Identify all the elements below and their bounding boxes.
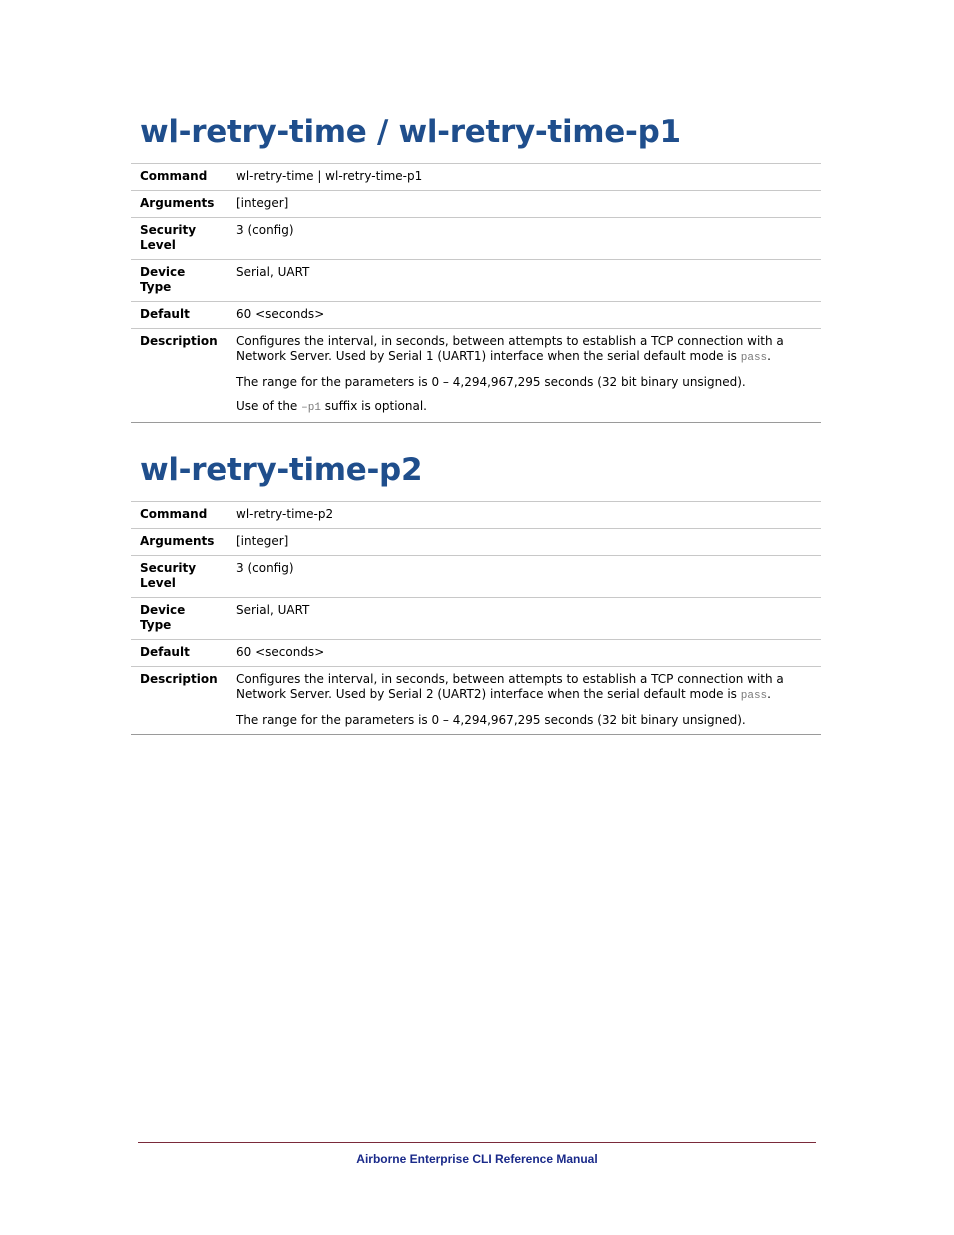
description-text: suffix is optional. bbox=[320, 399, 427, 413]
description-text: . bbox=[767, 349, 771, 363]
row-value: 3 (config) bbox=[236, 223, 294, 237]
row-value: 60 <seconds> bbox=[236, 645, 325, 659]
code-inline: pass bbox=[740, 690, 768, 702]
row-value bbox=[224, 329, 821, 423]
row-label: Device Type bbox=[140, 265, 186, 294]
table-row bbox=[131, 556, 821, 598]
description-text: . bbox=[767, 687, 771, 701]
row-value: wl-retry-time | wl-retry-time-p1 bbox=[236, 169, 423, 183]
row-label: Command bbox=[140, 169, 208, 183]
section-wl-retry-time-p2 bbox=[131, 451, 821, 735]
row-label: Command bbox=[140, 507, 208, 521]
description-paragraph bbox=[236, 672, 817, 704]
table-row bbox=[131, 502, 821, 529]
command-table bbox=[131, 163, 821, 423]
row-label: Description bbox=[140, 334, 218, 348]
description-paragraph bbox=[236, 334, 817, 366]
table-row bbox=[131, 667, 821, 735]
row-value: Serial, UART bbox=[236, 265, 310, 279]
row-value: 3 (config) bbox=[236, 561, 294, 575]
row-value bbox=[224, 667, 821, 735]
row-label: Description bbox=[140, 672, 218, 686]
row-value: Serial, UART bbox=[236, 603, 310, 617]
description-paragraph: The range for the parameters is 0 – 4,294,967,295 seconds (32 bit binary unsigned). bbox=[236, 713, 746, 727]
description-paragraph: The range for the parameters is 0 – 4,294,967,295 seconds (32 bit binary unsigned). bbox=[236, 375, 746, 389]
row-value: wl-retry-time-p2 bbox=[236, 507, 334, 521]
table-row bbox=[131, 329, 821, 423]
row-value: [integer] bbox=[236, 196, 289, 210]
row-label: Default bbox=[140, 645, 190, 659]
section-wl-retry-time bbox=[131, 113, 821, 423]
table-row bbox=[131, 529, 821, 556]
code-inline: –p1 bbox=[301, 402, 321, 414]
table-row bbox=[131, 640, 821, 667]
section-title: wl-retry-time-p2 bbox=[140, 452, 423, 488]
row-label: Arguments bbox=[140, 534, 215, 548]
row-value: [integer] bbox=[236, 534, 289, 548]
row-label: Security Level bbox=[140, 223, 197, 252]
description-text: Configures the interval, in seconds, between attempts to establish a TCP connection with a Network Server. Used by Serial 1 (UART1) interface when the serial default mode is bbox=[236, 334, 784, 363]
description-paragraph bbox=[236, 399, 817, 416]
row-label: Default bbox=[140, 307, 190, 321]
row-label: Device Type bbox=[140, 603, 186, 632]
footer-text: Airborne Enterprise CLI Reference Manual bbox=[356, 1152, 598, 1166]
row-label: Arguments bbox=[140, 196, 215, 210]
footer-rule bbox=[138, 1142, 816, 1143]
command-table bbox=[131, 501, 821, 735]
description-text: Configures the interval, in seconds, between attempts to establish a TCP connection with a Network Server. Used by Serial 2 (UART2) interface when the serial default mode is bbox=[236, 672, 784, 701]
table-row bbox=[131, 191, 821, 218]
section-title: wl-retry-time / wl-retry-time-p1 bbox=[140, 114, 681, 150]
row-label: Security Level bbox=[140, 561, 197, 590]
table-row bbox=[131, 218, 821, 260]
table-row bbox=[131, 302, 821, 329]
table-row bbox=[131, 260, 821, 302]
code-inline: pass bbox=[740, 352, 768, 364]
table-row bbox=[131, 164, 821, 191]
table-row bbox=[131, 598, 821, 640]
row-value: 60 <seconds> bbox=[236, 307, 325, 321]
description-text: Use of the bbox=[236, 399, 302, 413]
